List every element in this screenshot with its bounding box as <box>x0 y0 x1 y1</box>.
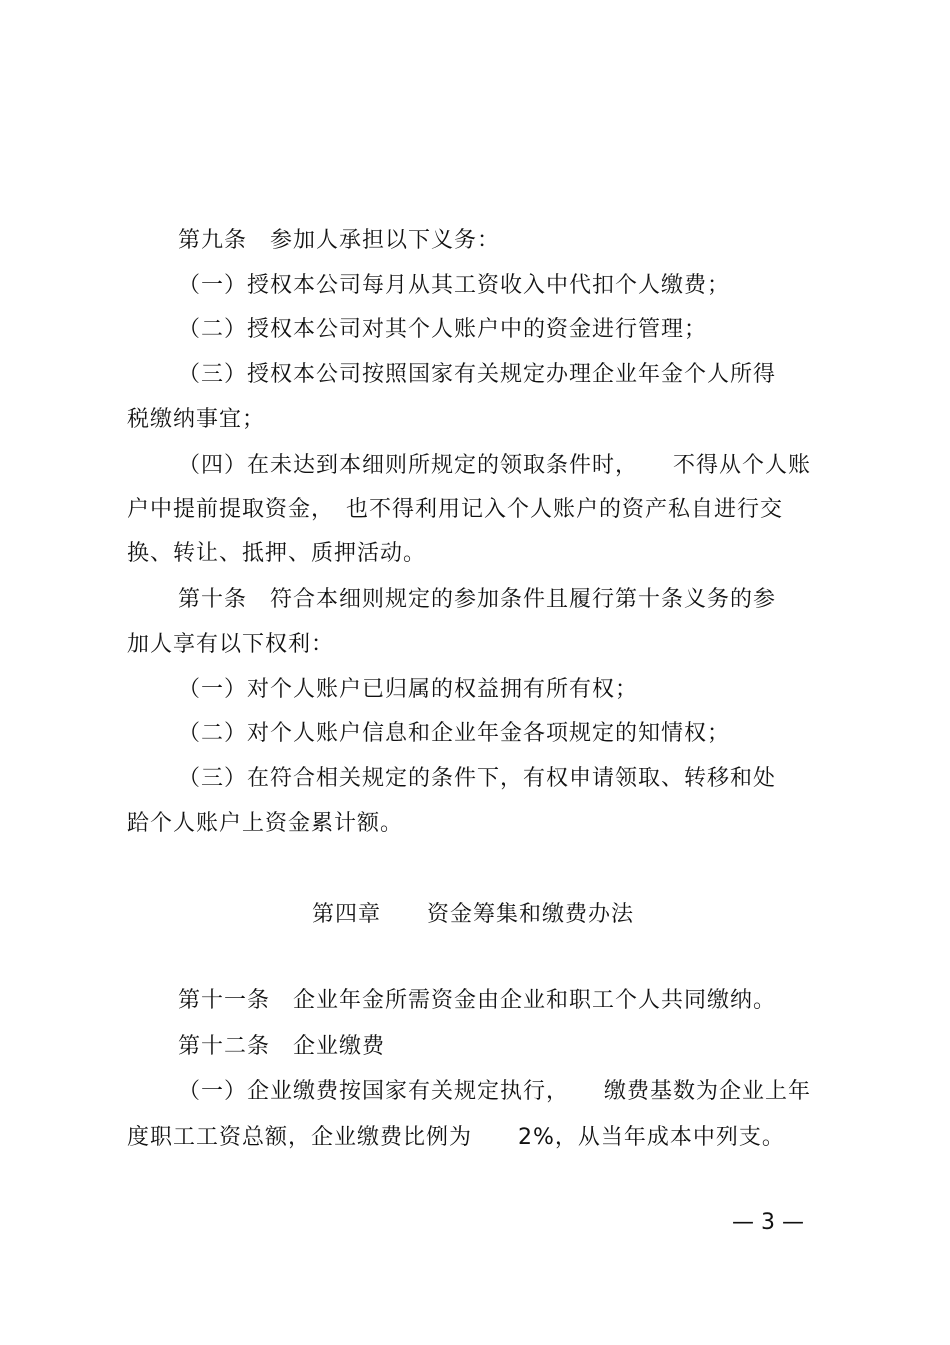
page-number: — 3 — <box>732 1210 804 1235</box>
article-9-item-4: （四）在未达到本细则所规定的领取条件时， 不得从个人账 <box>178 453 812 478</box>
article-10-item-1: （一）对个人账户已归属的权益拥有所有权； <box>178 677 639 702</box>
article-11: 第十一条 企业年金所需资金由企业和职工个人共同缴纳。 <box>178 988 777 1013</box>
article-12-item-1: （一）企业缴费按国家有关规定执行， 缴费基数为企业上年 <box>178 1079 812 1104</box>
article-10-item-2: （二）对个人账户信息和企业年金各项规定的知情权； <box>178 721 731 746</box>
article-9-heading: 第九条 参加人承担以下义务： <box>178 228 501 253</box>
article-10-item-3: （三）在符合相关规定的条件下，有权申请领取、转移和处 <box>178 766 777 791</box>
article-9-item-3: （三）授权本公司按照国家有关规定办理企业年金个人所得 <box>178 362 777 387</box>
article-9-item-2: （二）授权本公司对其个人账户中的资金进行管理； <box>178 317 708 342</box>
article-9-item-4-cont-2: 换、转让、抵押、质押活动。 <box>127 541 427 566</box>
chapter-heading: 第四章 资金筹集和缴费办法 <box>312 902 635 927</box>
article-10-item-3-cont: 跲个人账户上资金累计额。 <box>127 811 404 836</box>
article-9-item-4-cont-1: 户中提前提取资金， 也不得利用记入个人账户的资产私自进行交 <box>127 497 784 522</box>
article-12-heading: 第十二条 企业缴费 <box>178 1034 386 1059</box>
article-9-item-3-cont: 税缴纳事宜； <box>127 407 266 432</box>
article-9-item-1: （一）授权本公司每月从其工资收入中代扣个人缴费； <box>178 273 731 298</box>
article-10-heading-cont: 加人享有以下权利： <box>127 632 335 657</box>
article-12-item-1-cont: 度职工工资总额，企业缴费比例为 2%，从当年成本中列支。 <box>127 1125 785 1150</box>
article-10-heading: 第十条 符合本细则规定的参加条件且履行第十条义务的参 <box>178 587 777 612</box>
